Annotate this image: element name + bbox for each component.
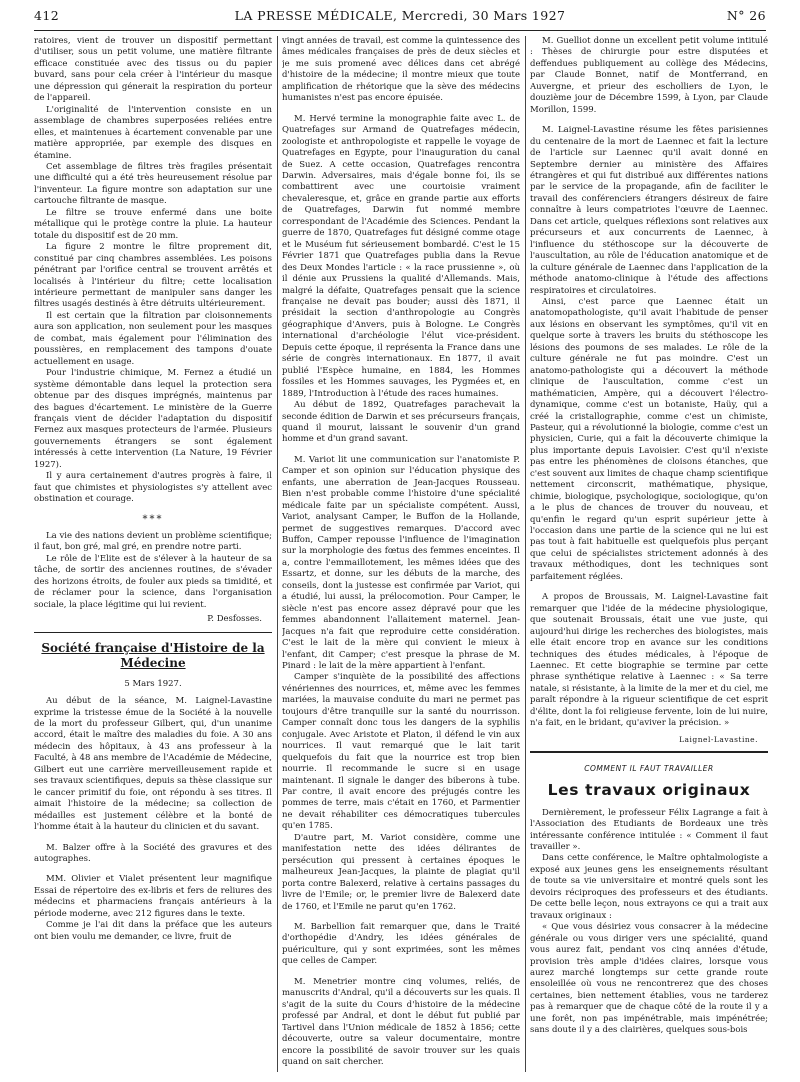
article-title: Les travaux originaux [547,780,751,799]
paragraph: Au début de 1892, Quatrefages parachevait la seconde édition de Darwin et ses précurseurs français, quand il mourut, laissant le souvenir d'un grand homme et d'un grand savant. [282,400,520,445]
article-kicker: COMMENT IL FAUT TRAVAILLER [584,764,714,774]
header-rule [34,30,766,31]
paragraph: Il y aura certainement d'autres progrès à faire, il faut que chimistes et physiologistes s'y attellent avec obstination et courage. [34,471,272,505]
paragraph: vingt années de travail, est comme la quintessence des âmes médicales françaises de près de deux siècles et je me suis promené avec délices dans cet abrégé d'histoire de la médecine; il montre mieux que toute amplification de rhétorique que la sève des médecins humanistes n'est pas encore épuisée. [282,36,520,104]
paragraph: MM. Olivier et Vialet présentent leur magnifique Essai de répertoire des ex-libris et fers de reliures des médecins et pharmaciens français antérieurs à la période moderne, avec 212 figures dans le texte. [34,874,272,919]
paragraph: Le filtre se trouve enfermé dans une boite métallique qui le protège contre la pluie. La hauteur totale du dispositif est de 20 mm. [34,207,272,241]
column-divider [277,36,278,1072]
paragraph: Le rôle de l'Elite est de s'élever à la hauteur de sa tâche, de sortir des anciennes routines, de s'évader des horizons étroits, de fouler aux pieds sa timidité, et de réclamer pour la science, dans l'organisation sociale, la place légitime qui lui revient. [34,553,272,610]
section-date: 5 Mars 1927. [124,678,182,689]
paragraph: M. Laignel-Lavastine résume les fêtes parisiennes du centenaire de la mort de Laennec et fait la lecture de l'article sur Laennec qu'il avait donné en Septembre dernier au ministère des Affaires étrangères et qui fut distribué aux différentes nations par le service de la propagande, afin de faciliter le travail des conférenciers étrangers désireux de faire connaître à leurs compatriotes l'œuvre de Laennec. Dans cet article, quelques réflexions sont relatives aux précurseurs et aux concurrents de Laennec, à l'influence du stéthoscope sur la découverte de l'auscultation, au rôle de l'éducation anatomique et de la culture générale de Laennec dans l'application de la méthode anatomo-clinique à l'étude des affections respiratoires et circulatoires. [530,125,768,296]
paragraph: M. Balzer offre à la Société des gravures et des autographes. [34,842,272,864]
asterism: *** [142,513,164,525]
paragraph: Dans cette conférence, le Maître ophtalmologiste a exposé aux jeunes gens les enseignements résultant de toute sa vie universitaire et montré quels sont les devoirs réciproques des professeurs et des étudiants. De cette belle leçon, nous extrayons ce qui a trait aux travaux originaux : [530,853,768,921]
paragraph: L'originalité de l'intervention consiste en un assemblage de chambres superposées reliées entre elles, et maintenues à écartement convenable par une matière appropriée, par exemple des disques en étamine. [34,104,272,161]
signature: Laignel-Lavastine. [679,734,758,744]
paragraph: Comme je l'ai dit dans la préface que les auteurs ont bien voulu me demander, ce livre, fruit de [34,920,272,942]
paragraph: M. Variot lit une communication sur l'anatomiste P. Camper et son opinion sur l'éducation physique des enfants, une aberration de Jean-Jacques Rousseau. Bien n'est probable comme l'histoire d'une spécialité médicale faite par un spécialiste compétent. Aussi, Variot, analysant Camper, le Buffon de la Hollande, permet de suggestives remarques. D'accord avec Buffon, Camper repousse l'influence de l'imagination sur la morphologie des fœtus des femmes enceintes. Il a, contre l'emmaillotement, les mêmes idées que des Essartz, et donne, sur les débuts de la marche, des conseils, dont la justesse est confirmée par Variot, qui a étudié, lui aussi, la prélocomotion. Pour Camper, le siècle n'est pas encore assez dépravé pour que les femmes abandonnent l'allaitement maternel. Jean-Jacques n'a fait que reproduire cette considération. C'est le lait de la mère qui convient le mieux à l'enfant, dit Camper; c'est presque la phrase de M. Pinard : le lait de la mère appartient à l'enfant. [282,454,520,672]
paragraph: Il est certain que la filtration par cloisonnements aura son application, non seulement pour les masques de combat, mais également pour l'élimination des poussières, en remplacement des tampons d'ouate actuellement en usage. [34,310,272,367]
issue-number: N° 26 [726,8,766,23]
section-rule [530,751,768,753]
paragraph: M. Menetrier montre cinq volumes, reliés, de manuscrits d'Andral, qu'il a découverts sur les quais. Il s'agit de la suite du Cours d'histoire de la médecine professé par Andral, et dont le début fut publié par Tartivel dans l'Union médicale de 1852 à 1856; cette découverte, outre sa valeur documentaire, montre encore la possibilité de savoir trouver sur les quais quand on sait chercher. [282,976,520,1067]
paragraph: Pour l'industrie chimique, M. Fernez a étudié un système démontable dans lequel la protection sera obtenue par des disques imprégnés, maintenus par des bagues d'écartement. Le ministère de la Guerre français vient de décider l'adaptation du dispositif Fernez aux masques protecteurs de l'armée. Plusieurs gouvernements étrangers se sont également intéressés à cette intervention (La Nature, 19 Février 1927). [34,368,272,470]
paragraph: Dernièrement, le professeur Félix Lagrange a fait à l'Association des Etudiants de Bordeaux une très intéressante conférence intitulée : « Comment il faut travailler ». [530,807,768,852]
paragraph: « Que vous désiriez vous consacrer à la médecine générale ou vous diriger vers une spécialité, quand vous aurez fait, pendant vos cinq années d'étude, provision très ample d'idées claires, lorsque vous aurez marché longtemps sur cette grande route ensoleillée où vous ne rencontrerez que des choses certaines, bien nettement établies, vous ne tarderez pas à remarquer que de chaque côté de la route il y a une forêt, non pas impénétrable, mais impénétrée; sans doute il y a des clairières, quelques sous-bois [530,922,768,1036]
paragraph: D'autre part, M. Variot considère, comme une manifestation nette des idées délirantes de persécution qui pressent à certaines époques le malheureux Jean-Jacques, la plainte de plagiat qu'il porta contre Balexerd, relative à certains passages du livre de l'Emile; or, le premier livre de Balexerd date de 1760, et l'Emile ne parut qu'en 1762. [282,832,520,912]
signature: P. Desfosses. [207,614,262,625]
paragraph: Au début de la séance, M. Laignel-Lavastine exprime la tristesse émue de la Société à la nouvelle de la mort du professeur Gilbert, qui, d'un unanime accord, était le maître des maladies du foie. A 30 ans médecin des hôpitaux, à 43 ans professeur à la Faculté, à 48 ans membre de l'Académie de Médecine, Gilbert eut une carrière merveilleusement rapide et ses travaux scientifiques, depuis sa thèse classique sur le cancer primitif du foie, ont répondu à ses titres. Il aimait l'histoire de la médecine; sa collection de médailles est justement célèbre et la bonté de l'homme était à la hauteur du clinicien et du savant. [34,696,272,833]
paragraph: La vie des nations devient un problème scientifique; il faut, bon gré, mal gré, en prendre notre parti. [34,531,272,553]
paragraph: Ainsi, c'est parce que Laennec était un anatomopathologiste, qu'il avait l'habitude de penser aux lésions en observant les symptômes, qu'il vit en quelque sorte à travers les bruits du stéthoscope les lésions des poumons de ses malades. Le rôle de la culture générale ne fut pas moindre. C'est un anatomo-pathologiste qui a découvert la méthode clinique de l'auscultation, comme c'est un mathématicien, Ampère, qui a découvert l'électro-dynamique, comme c'est un botaniste, Haüy, qui a créé la cristallographie, comme c'est un chimiste, Pasteur, qui a révolutionné la biologie, comme c'est un physicien, Curie, qui a fait la découverte chimique la plus importante depuis Lavoisier. C'est qu'il n'existe pas entre les phénomènes de cloisons étanches, que c'est souvent aux limites de chaque champ scientifique nettement circonscrit, mathématique, physique, chimie, biologique, psychologique, sociologique, qu'on a le plus de chances de trouver du nouveau, et qu'enfin le regard qu'un esprit supérieur jette à l'occasion dans une partie de la science qui ne lui est pas tout à fait habituelle est quelquefois plus perçant que celui de spécialistes strictement adonnés à des travaux méthodiques, dont les techniques sont parfaitement réglées. [530,296,768,582]
paragraph: La figure 2 montre le filtre proprement dit, constitué par cinq chambres assemblées. Les poisons pénétrant par l'orifice central se trouvent arrêtés et localisés à l'intérieur du filtre; cette localisation intérieure permettant de manipuler sans danger les filtres usagés destinés à être détruits ultérieurement. [34,242,272,310]
paragraph: Cet assemblage de filtres très fragiles présentait une difficulté qui a été très heureusement résolue par l'inventeur. La figure montre son adaptation sur une cartouche filtrante de masque. [34,161,272,207]
page-header [34,8,766,28]
section-rule [34,632,272,633]
running-title: LA PRESSE MÉDICALE, Mercredi, 30 Mars 1927 [234,8,566,23]
paragraph: M. Barbellion fait remarquer que, dans le Traité d'orthopédie d'Andry, les idées générales de puériculture, qui y sont exprimées, sont les mêmes que celles de Camper. [282,921,520,967]
column-divider [525,36,526,1072]
column-2 [282,36,520,1076]
column-1 [34,36,272,1076]
section-title: Société française d'Histoire de la Médecine [41,640,265,670]
column-3 [530,36,768,1076]
paragraph: Camper s'inquiète de la possibilité des affections vénériennes des nourrices, et, même avec les femmes mariées, la mauvaise conduite du mari ne permet pas toujours d'être tranquille sur la santé du nourrisson. Camper connaît donc tous les dangers de la syphilis conjugale. Avec Aristote et Platon, il défend le vin aux nourrices. Il vaut remarqué que le lait tarit quelquefois du fait que la nourrice est trop bien nourrie. Il recommande le sucre si en usage maintenant. Il signale le danger des biberons à tube. Par contre, il avait encore des préjugés contre les pommes de terre, mais c'était en 1760, et Parmentier ne devait réhabiliter ces démocratiques tubercules qu'en 1785. [282,672,520,832]
paragraph: ratoires, vient de trouver un dispositif permettant d'utiliser, sous un petit volume, une matière filtrante efficace constituée avec des tissus ou du papier buvard, sans pour cela créer à l'intérieur du masque une dépression qui génerait la respiration du porteur de l'appareil. [34,36,272,104]
page-number: 412 [34,8,60,23]
paragraph: M. Guelliot donne un excellent petit volume intitulé : Thèses de chirurgie pour estre disputées et deffendues publiquement au collège des Médecins, par Claude Bonnet, natif de Montferrand, en Auvergne, et prieur des escholliers de Lyon, le douzième jour de Décembre 1599, à Lyon, par Claude Morillon, 1599. [530,36,768,115]
paragraph: A propos de Broussais, M. Laignel-Lavastine fait remarquer que l'idée de la médecine physiologique, que soutenait Broussais, était une vue juste, qui aujourd'hui dirige les recherches des biologistes, mais elle était encore trop en avance sur les conditions techniques des études médicales, à l'époque de Laennec. Et cette biographie se termine par cette phrase synthétique relative à Laennec : « Sa terre natale, si résistante, à la limite de la mer et du ciel, me paraît répondre à la rigueur scientifique de cet esprit d'élite, dont la foi religieuse fervente, loin de lui nuire, n'a fait, en le bridant, qu'aviver la précision. » [530,592,768,729]
paragraph: M. Hervé termine la monographie faite avec L. de Quatrefages sur Armand de Quatrefages médecin, zoologiste et anthropologiste et rappelle le voyage de Quatrefages en Egypte, pour l'inauguration du canal de Suez. A cette occasion, Quatrefages rencontra Darwin. Adversaires, mais d'égale bonne foi, ils se combattirent avec une courtoisie vraiment chevaleresque, et, grâce en grande partie aux efforts de Quatrefages, Darwin fut nommé membre correspondant de l'Académie des Sciences. Pendant la guerre de 1870, Quatrefages fut désigné comme otage et le Muséum fut sérieusement bombardé. C'est le 15 Février 1871 que Quatrefages publia dans la Revue des Deux Mondes l'article : « la race prussienne », où il dénie aux Prussiens la qualité d'Allemands. Mais, malgré la défaite, Quatrefages pensait que la science française ne devait pas bouder; aussi dès 1871, il présidait la section d'anthropologie au Congrès géographique d'Anvers, puis à Bologne. Le Congrès international d'archéologie l'élut vice-président. Depuis cette époque, il représenta la France dans une série de congrès internationaux. En 1877, il avait publié l'Espèce humaine, en 1884, les Hommes fossiles et les Hommes sauvages, les Pygmées et, en 1889, l'Introduction à l'étude des races humaines. [282,113,520,399]
